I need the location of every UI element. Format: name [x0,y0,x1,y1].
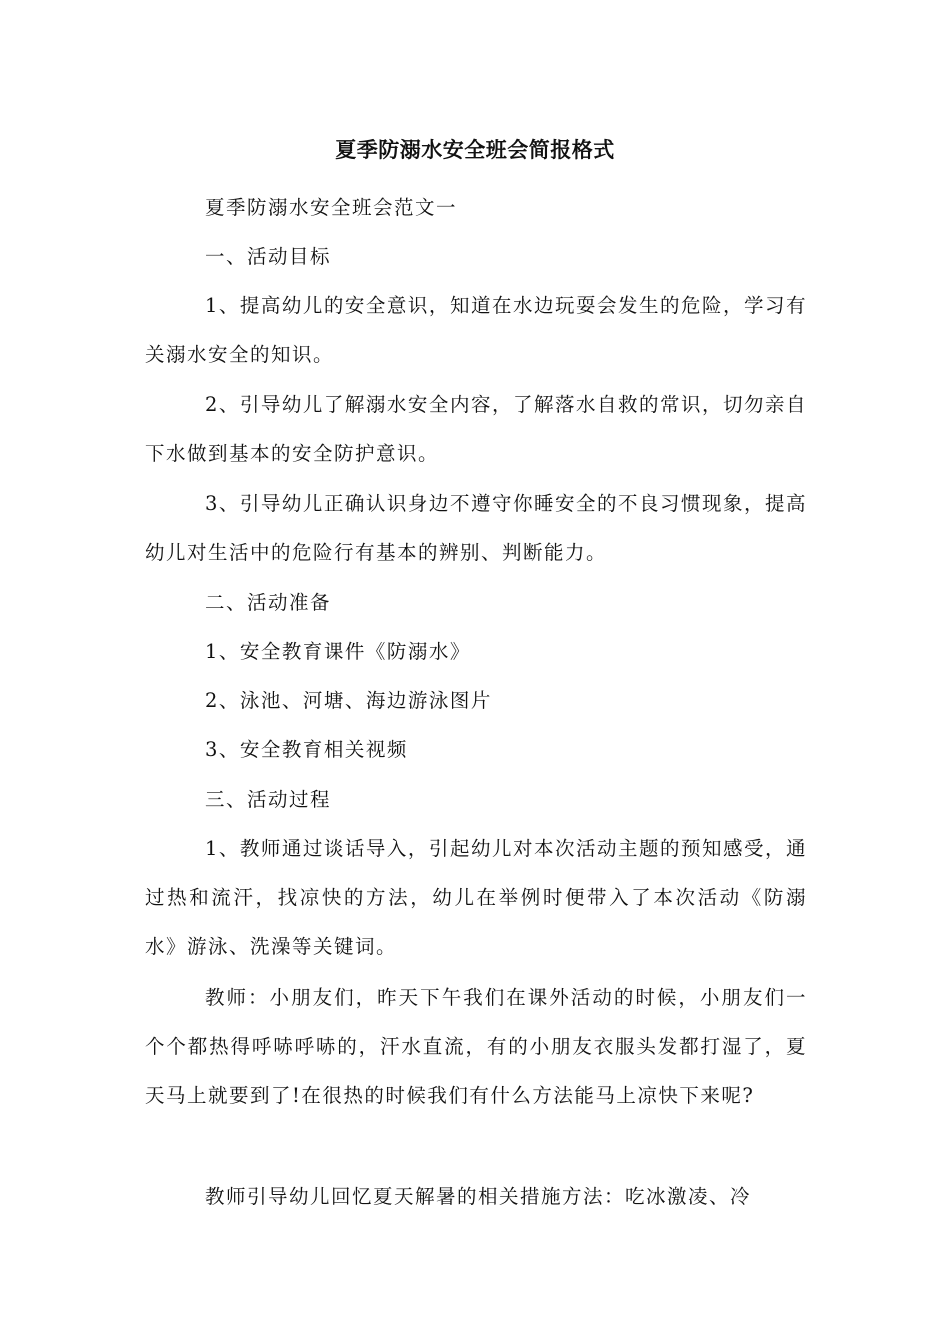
paragraph-teacher-guidance: 教师引导幼儿回忆夏天解暑的相关措施方法：吃冰激凌、冷 [205,1185,752,1208]
paragraph-prep-1: 1、安全教育课件《防溺水》 [205,640,471,663]
paragraph-prep-3: 3、安全教育相关视频 [205,738,408,761]
paragraph-goal-1: 1、提高幼儿的安全意识，知道在水边玩耍会发生的危险，学习有关溺水安全的知识。 [145,294,807,366]
paragraph-goal-2: 2、引导幼儿了解溺水安全内容，了解落水自救的常识，切勿亲自下水做到基本的安全防护意识。 [145,393,807,465]
paragraph-goal-3: 3、引导幼儿正确认识身边不遵守你睡安全的不良习惯现象，提高幼儿对生活中的危险行有基本的辨别、判断能力。 [145,492,807,564]
document-title: 夏季防溺水安全班会简报格式 [335,138,615,162]
paragraph-heading-preparation: 二、活动准备 [205,591,332,614]
paragraph-heading-process: 三、活动过程 [205,788,332,811]
paragraph-prep-2: 2、泳池、河塘、海边游泳图片 [205,689,492,712]
paragraph-teacher-speech: 教师：小朋友们，昨天下午我们在课外活动的时候，小朋友们一个个都热得呼哧呼哧的，汗水直流，有的小朋友衣服头发都打湿了，夏天马上就要到了!在很热的时候我们有什么方法能马上凉快下来呢? [145,986,807,1107]
paragraph-section-heading: 夏季防溺水安全班会范文一 [205,196,458,219]
paragraph-process-1: 1、教师通过谈话导入，引起幼儿对本次活动主题的预知感受，通过热和流汗，找凉快的方法，幼儿在举例时便带入了本次活动《防溺水》游泳、洗澡等关键词。 [145,837,807,958]
paragraph-heading-goals: 一、活动目标 [205,245,332,268]
